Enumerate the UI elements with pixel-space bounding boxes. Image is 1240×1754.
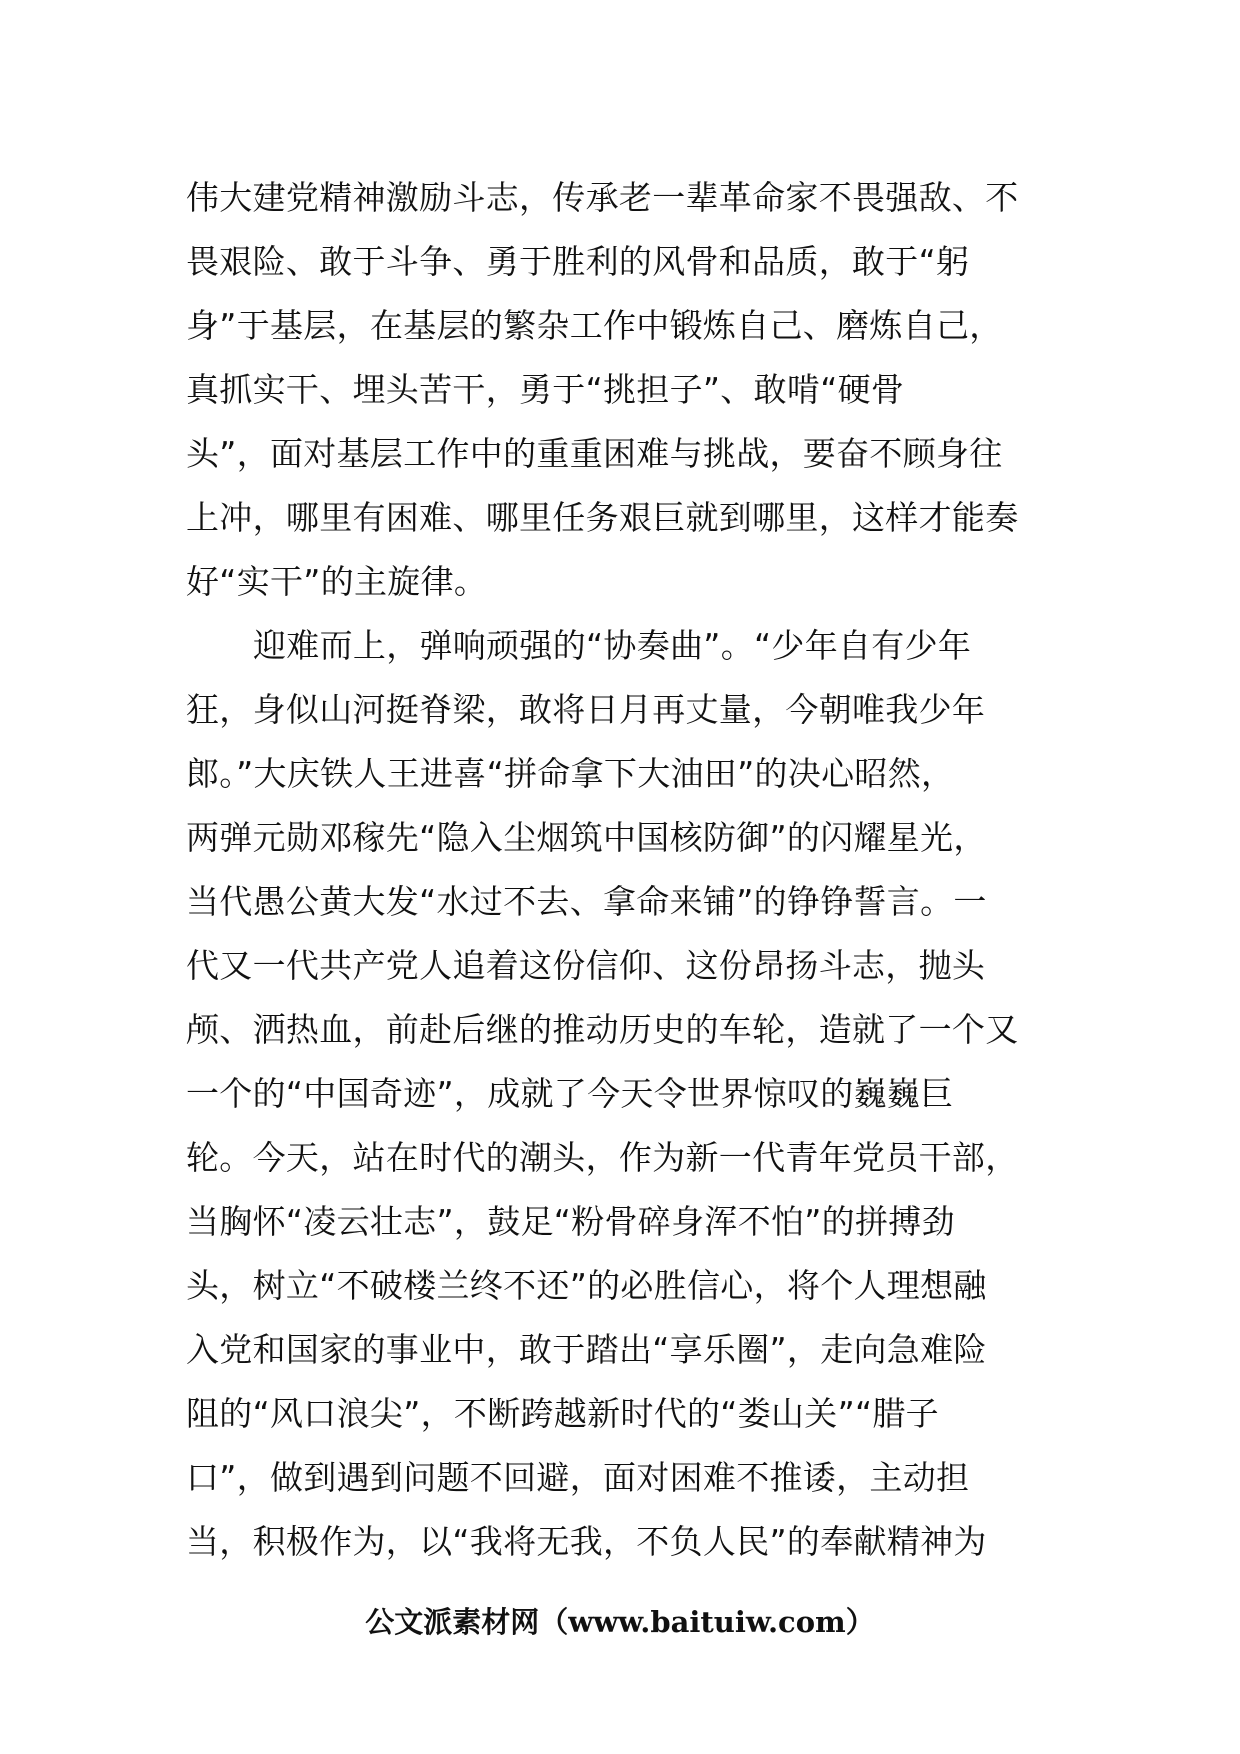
text-line-16: 轮。今天，站在时代的潮头，作为新一代青年党员干部， xyxy=(186,1138,1019,1177)
text-line-11: 两弹元勋邓稼先“隐入尘烟筑中国核防御”的闪耀星光， xyxy=(186,818,987,857)
paragraph-start-line: 迎难而上，弹响顽强的“协奏曲”。“少年自有少年 xyxy=(253,626,972,665)
text-line-20: 阻的“风口浪尖”，不断跨越新时代的“娄山关”“腊子 xyxy=(186,1394,939,1433)
text-line-10: 郎。”大庆铁人王进喜“拼命拿下大油田”的决心昭然， xyxy=(186,754,955,793)
text-line-4: 真抓实干、埋头苦干，勇于“挑担子”、敢啃“硬骨 xyxy=(186,370,905,409)
text-line-3: 身”于基层，在基层的繁杂工作中锻炼自己、磨炼自己， xyxy=(186,306,1003,345)
text-line-15: 一个的“中国奇迹”，成就了今天令世界惊叹的巍巍巨 xyxy=(186,1074,954,1113)
text-line-13: 代又一代共产党人追着这份信仰、这份昂扬斗志，抛头 xyxy=(186,946,986,985)
body-text xyxy=(186,166,1054,1574)
text-line-2: 畏艰险、敢于斗争、勇于胜利的风骨和品质，敢于“躬 xyxy=(186,242,970,281)
text-line-14: 颅、洒热血，前赴后继的推动历史的车轮，造就了一个又 xyxy=(186,1010,1019,1049)
text-line-6: 上冲，哪里有困难、哪里任务艰巨就到哪里，这样才能奏 xyxy=(186,498,1019,537)
text-line-22: 当，积极作为，以“我将无我，不负人民”的奉献精神为 xyxy=(186,1522,987,1561)
text-line-5: 头”，面对基层工作中的重重困难与挑战，要奋不顾身往 xyxy=(186,434,1003,473)
text-line-1: 伟大建党精神激励斗志，传承老一辈革命家不畏强敌、不 xyxy=(186,178,1019,217)
text-line-9: 狂，身似山河挺脊梁，敢将日月再丈量，今朝唯我少年 xyxy=(186,690,986,729)
text-line-12: 当代愚公黄大发“水过不去、拿命来铺”的铮铮誓言。一 xyxy=(186,882,987,921)
text-line-17: 当胸怀“凌云壮志”，鼓足“粉骨碎身浑不怕”的拼搏劲 xyxy=(186,1202,955,1241)
footer-watermark: 公文派素材网（www.baituiw.com） xyxy=(365,1605,875,1639)
text-line-21: 口”，做到遇到问题不回避，面对困难不推诿，主动担 xyxy=(186,1458,970,1497)
text-line-18: 头，树立“不破楼兰终不还”的必胜信心，将个人理想融 xyxy=(186,1266,987,1305)
text-line-19: 入党和国家的事业中，敢于踏出“享乐圈”，走向急难险 xyxy=(186,1330,987,1369)
text-line-7: 好“实干”的主旋律。 xyxy=(186,562,488,601)
